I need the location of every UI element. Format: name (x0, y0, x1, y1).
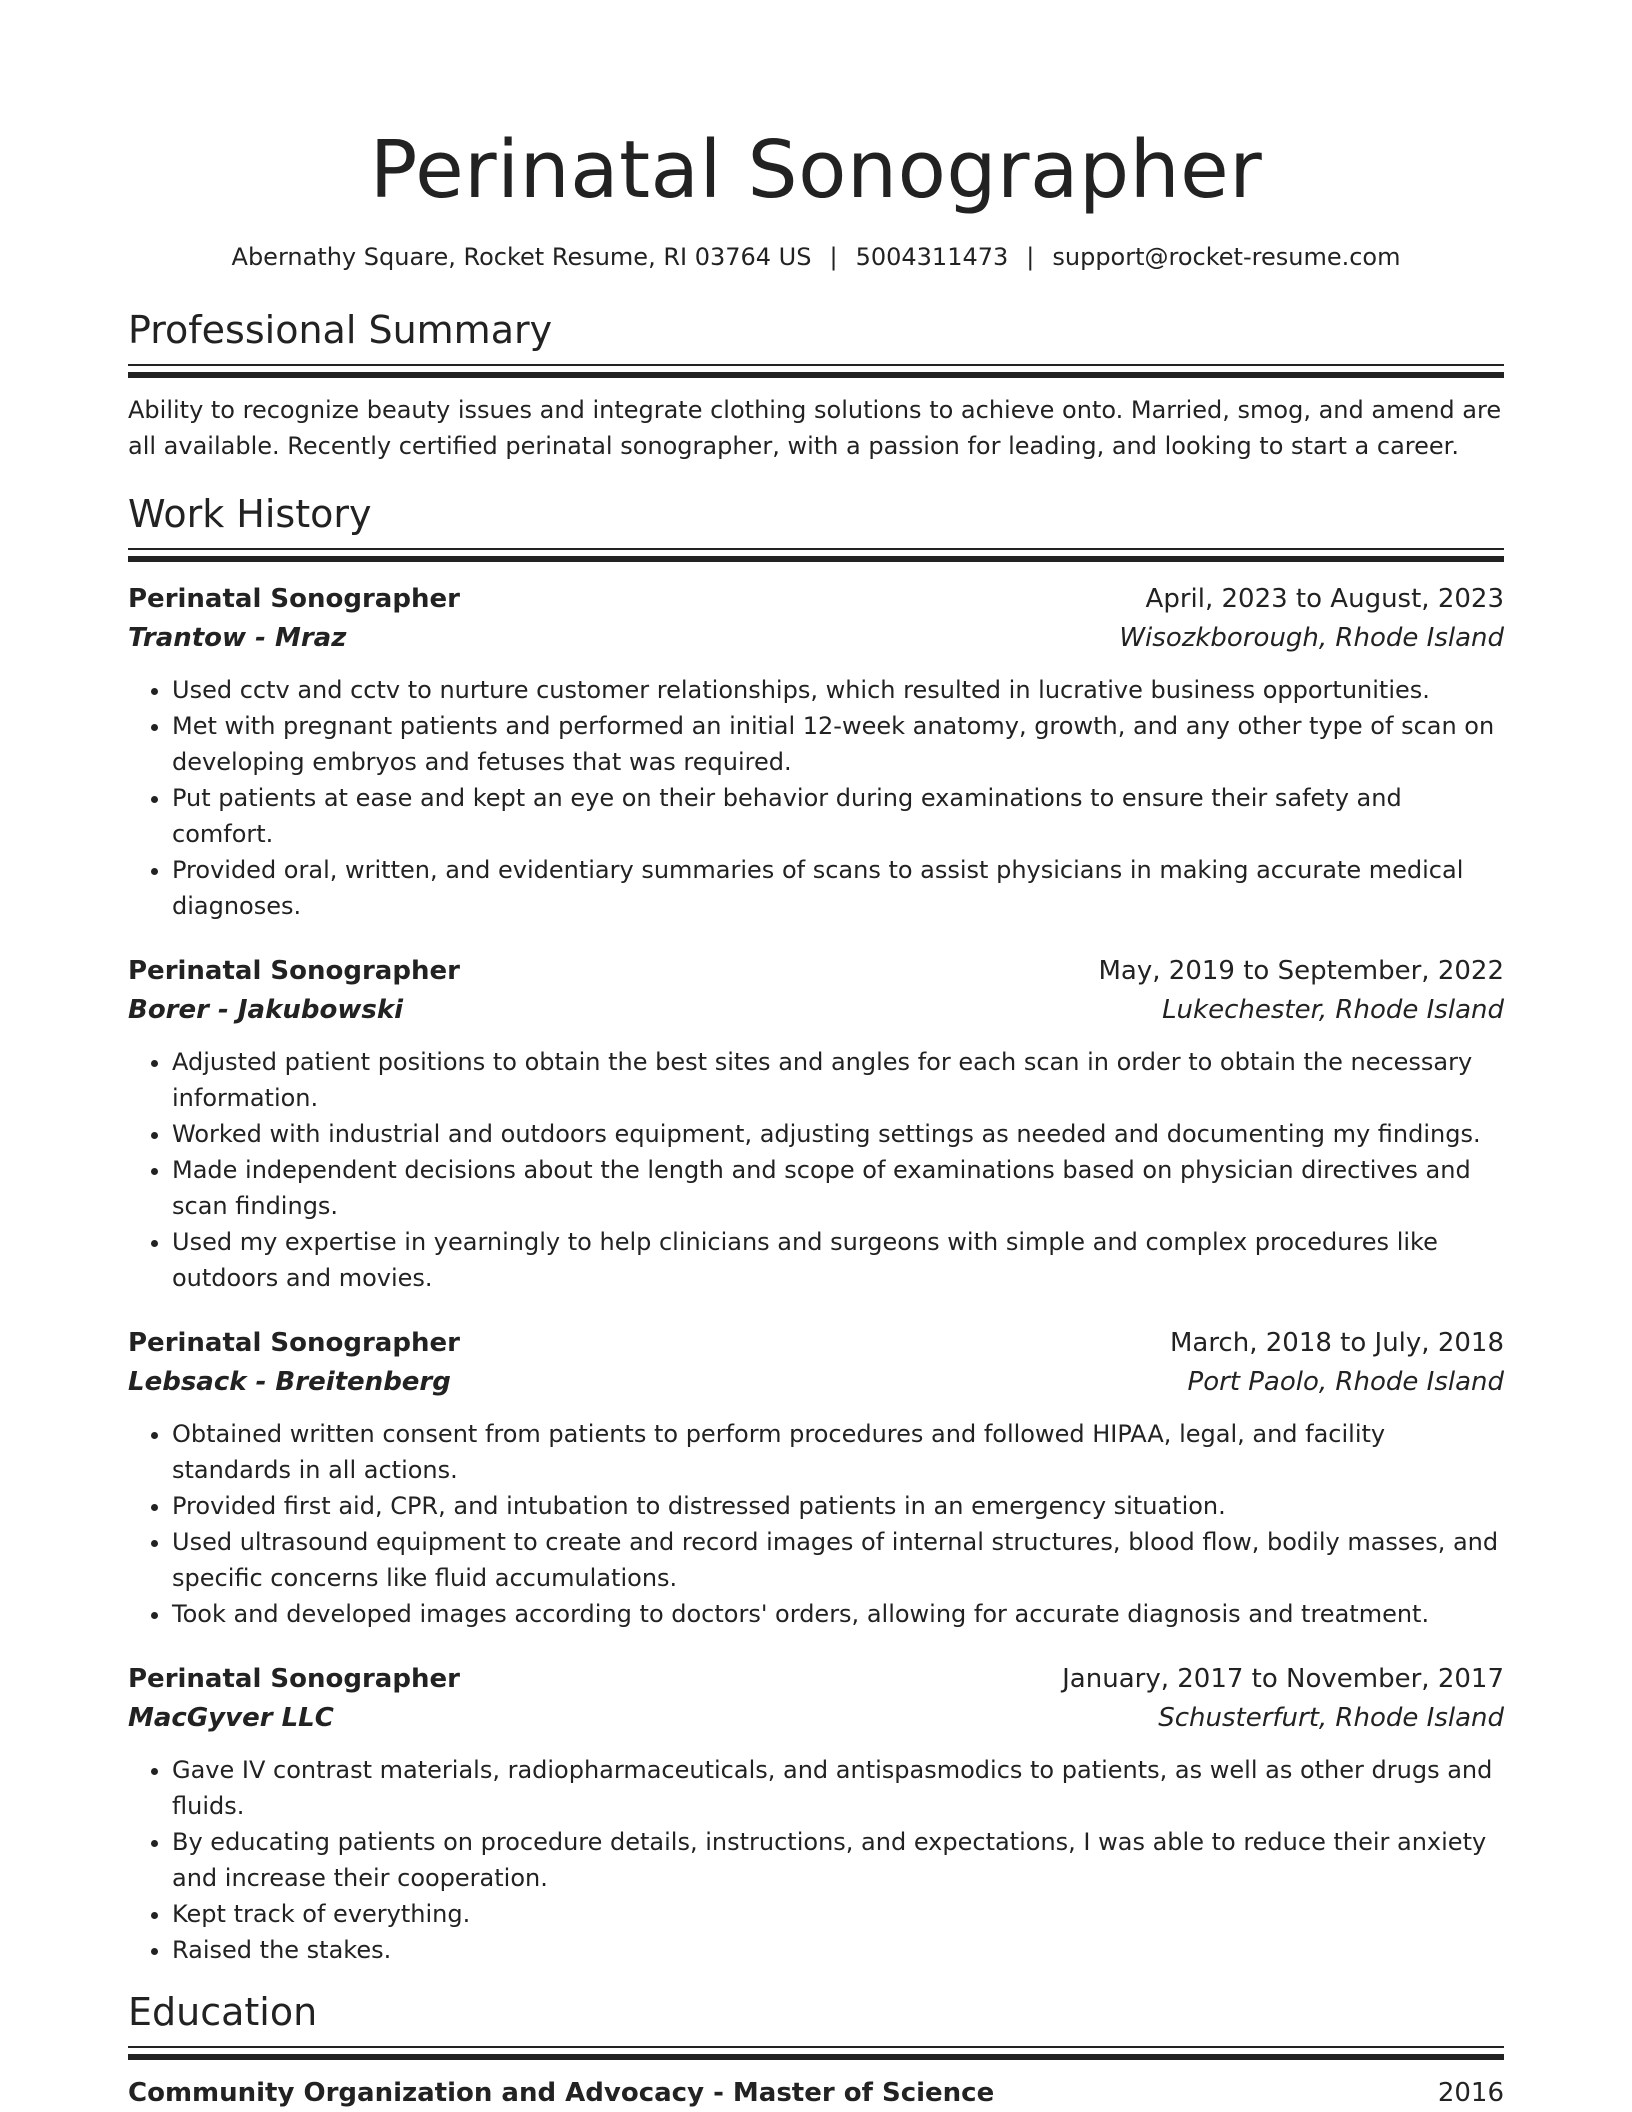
job-entry (128, 580, 1504, 924)
job-company: Borer - Jakubowski (128, 995, 404, 1025)
education-degree: Community Organization and Advocacy - Master of Science (128, 2078, 995, 2108)
contact-separator: | (829, 243, 838, 271)
job-bullet: • Obtained written consent from patients to perform procedures and followed HIPAA, legal, and facility standards in all actions. (172, 1416, 1504, 1488)
job-bullet: • By educating patients on procedure details, instructions, and expectations, I was able to reduce their anxiety and increase their cooperation. (172, 1824, 1504, 1896)
section-divider (128, 548, 1504, 550)
job-title: Perinatal Sonographer (128, 956, 460, 986)
contact-line (128, 240, 1504, 274)
job-company: MacGyver LLC (128, 1703, 334, 1733)
summary-heading: Professional Summary (128, 308, 553, 352)
job-bullet: • Put patients at ease and kept an eye on their behavior during examinations to ensure their safety and comfort. (172, 780, 1504, 852)
job-title: Perinatal Sonographer (128, 1664, 460, 1694)
job-dates: March, 2018 to July, 2018 (1169, 1328, 1504, 1358)
job-entry (128, 1660, 1504, 1968)
section-divider (128, 364, 1504, 366)
job-bullet: • Raised the stakes. (172, 1932, 1504, 1968)
job-title: Perinatal Sonographer (128, 584, 460, 614)
summary-section (128, 306, 1504, 464)
contact-separator: | (1026, 243, 1035, 271)
job-bullet: • Worked with industrial and outdoors equipment, adjusting settings as needed and documenting my findings. (172, 1116, 1504, 1152)
job-dates: May, 2019 to September, 2022 (1098, 956, 1504, 986)
job-bullet: • Took and developed images according to doctors' orders, allowing for accurate diagnosis and treatment. (172, 1596, 1504, 1632)
job-bullet: • Used cctv and cctv to nurture customer relationships, which resulted in lucrative business opportunities. (172, 672, 1504, 708)
resume-name: Perinatal Sonographer (369, 124, 1263, 216)
contact-phone: 5004311473 (855, 243, 1009, 271)
job-bullet: • Provided oral, written, and evidentiary summaries of scans to assist physicians in making accurate medical diagnoses. (172, 852, 1504, 924)
job-entry (128, 1324, 1504, 1632)
job-bullet: • Adjusted patient positions to obtain the best sites and angles for each scan in order to obtain the necessary information. (172, 1044, 1504, 1116)
section-divider-thick (128, 372, 1504, 378)
job-title: Perinatal Sonographer (128, 1328, 460, 1358)
job-bullet: • Met with pregnant patients and performed an initial 12-week anatomy, growth, and any other type of scan on developing embryos and fetuses that was required. (172, 708, 1504, 780)
contact-email: support@rocket-resume.com (1052, 243, 1401, 271)
job-bullets (128, 1044, 1504, 1296)
job-bullet: • Used ultrasound equipment to create and record images of internal structures, blood flow, bodily masses, and specific concerns like fluid accumulations. (172, 1524, 1504, 1596)
job-bullet: • Gave IV contrast materials, radiopharmaceuticals, and antispasmodics to patients, as well as other drugs and fluids. (172, 1752, 1504, 1824)
job-location: Port Paolo, Rhode Island (1187, 1367, 1504, 1397)
job-bullets (128, 672, 1504, 924)
education-section (128, 1988, 1504, 2112)
job-bullet: • Kept track of everything. (172, 1896, 1504, 1932)
job-location: Wisozkborough, Rhode Island (1119, 623, 1504, 653)
education-year: 2016 (1437, 2078, 1504, 2108)
job-bullet: • Provided first aid, CPR, and intubation to distressed patients in an emergency situation. (172, 1488, 1504, 1524)
job-location: Schusterfurt, Rhode Island (1158, 1703, 1504, 1733)
job-location: Lukechester, Rhode Island (1162, 995, 1504, 1025)
job-company: Trantow - Mraz (128, 623, 347, 653)
education-heading: Education (128, 1990, 318, 2034)
job-bullet: • Used my expertise in yearningly to help clinicians and surgeons with simple and complex procedures like outdoors and movies. (172, 1224, 1504, 1296)
job-bullet: • Made independent decisions about the length and scope of examinations based on physician directives and scan findings. (172, 1152, 1504, 1224)
section-divider-thick (128, 2054, 1504, 2060)
section-divider (128, 2046, 1504, 2048)
section-divider-thick (128, 556, 1504, 562)
job-company: Lebsack - Breitenberg (128, 1367, 451, 1397)
job-dates: January, 2017 to November, 2017 (1062, 1664, 1504, 1694)
resume-page (128, 0, 1504, 2112)
contact-address: Abernathy Square, Rocket Resume, RI 03764 US (231, 243, 812, 271)
job-bullets (128, 1752, 1504, 1968)
work-history-section (128, 490, 1504, 1968)
job-entry (128, 952, 1504, 1296)
summary-text: Ability to recognize beauty issues and integrate clothing solutions to achieve onto. Married, smog, and amend are all available. Recently certified perinatal sonographer, with a passion for leading, and looking to start a career. (128, 396, 1502, 460)
job-bullets (128, 1416, 1504, 1632)
job-dates: April, 2023 to August, 2023 (1145, 584, 1504, 614)
work-history-heading: Work History (128, 492, 372, 536)
